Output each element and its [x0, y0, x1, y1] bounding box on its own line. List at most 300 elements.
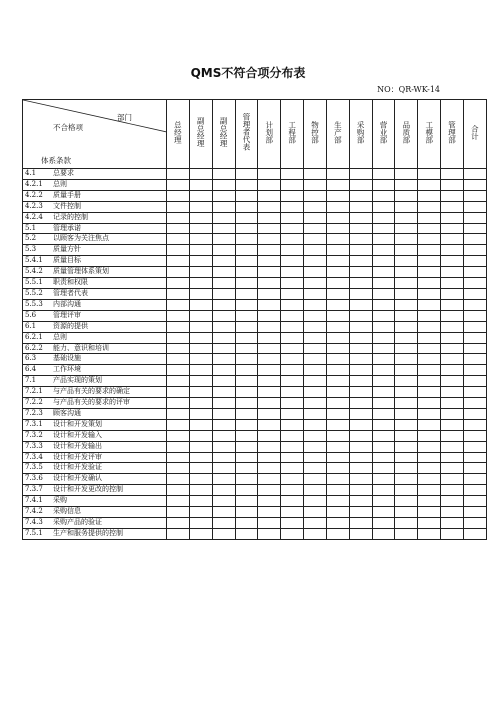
count-cell[interactable]: [281, 452, 304, 463]
count-cell[interactable]: [463, 408, 486, 419]
count-cell[interactable]: [395, 507, 418, 518]
count-cell[interactable]: [349, 190, 372, 201]
count-cell[interactable]: [281, 343, 304, 354]
count-cell[interactable]: [441, 321, 464, 332]
count-cell[interactable]: [418, 256, 441, 267]
count-cell[interactable]: [281, 278, 304, 289]
count-cell[interactable]: [189, 267, 212, 278]
count-cell[interactable]: [189, 474, 212, 485]
count-cell[interactable]: [281, 430, 304, 441]
count-cell[interactable]: [304, 267, 327, 278]
count-cell[interactable]: [281, 387, 304, 398]
count-cell[interactable]: [349, 376, 372, 387]
count-cell[interactable]: [304, 365, 327, 376]
count-cell[interactable]: [212, 474, 235, 485]
count-cell[interactable]: [212, 354, 235, 365]
count-cell[interactable]: [281, 518, 304, 529]
count-cell[interactable]: [167, 463, 190, 474]
count-cell[interactable]: [189, 190, 212, 201]
count-cell[interactable]: [395, 528, 418, 539]
count-cell[interactable]: [372, 452, 395, 463]
count-cell[interactable]: [258, 387, 281, 398]
count-cell[interactable]: [258, 354, 281, 365]
count-cell[interactable]: [395, 256, 418, 267]
count-cell[interactable]: [189, 179, 212, 190]
count-cell[interactable]: [326, 179, 349, 190]
count-cell[interactable]: [349, 267, 372, 278]
count-cell[interactable]: [349, 169, 372, 180]
count-cell[interactable]: [235, 441, 258, 452]
count-cell[interactable]: [349, 474, 372, 485]
count-cell[interactable]: [326, 190, 349, 201]
count-cell[interactable]: [372, 354, 395, 365]
count-cell[interactable]: [395, 354, 418, 365]
count-cell[interactable]: [167, 365, 190, 376]
count-cell[interactable]: [304, 485, 327, 496]
count-cell[interactable]: [395, 310, 418, 321]
count-cell[interactable]: [189, 299, 212, 310]
count-cell[interactable]: [463, 278, 486, 289]
count-cell[interactable]: [258, 474, 281, 485]
count-cell[interactable]: [441, 212, 464, 223]
count-cell[interactable]: [235, 223, 258, 234]
count-cell[interactable]: [372, 430, 395, 441]
count-cell[interactable]: [167, 507, 190, 518]
count-cell[interactable]: [418, 190, 441, 201]
count-cell[interactable]: [304, 452, 327, 463]
count-cell[interactable]: [418, 343, 441, 354]
count-cell[interactable]: [281, 398, 304, 409]
count-cell[interactable]: [463, 441, 486, 452]
count-cell[interactable]: [212, 256, 235, 267]
count-cell[interactable]: [235, 387, 258, 398]
count-cell[interactable]: [281, 256, 304, 267]
count-cell[interactable]: [326, 474, 349, 485]
count-cell[interactable]: [349, 256, 372, 267]
count-cell[interactable]: [212, 190, 235, 201]
count-cell[interactable]: [281, 201, 304, 212]
count-cell[interactable]: [189, 452, 212, 463]
count-cell[interactable]: [304, 474, 327, 485]
count-cell[interactable]: [463, 267, 486, 278]
count-cell[interactable]: [463, 376, 486, 387]
count-cell[interactable]: [281, 245, 304, 256]
count-cell[interactable]: [418, 245, 441, 256]
count-cell[interactable]: [441, 332, 464, 343]
count-cell[interactable]: [418, 354, 441, 365]
count-cell[interactable]: [258, 212, 281, 223]
count-cell[interactable]: [418, 452, 441, 463]
count-cell[interactable]: [258, 496, 281, 507]
count-cell[interactable]: [441, 474, 464, 485]
count-cell[interactable]: [326, 528, 349, 539]
count-cell[interactable]: [167, 430, 190, 441]
count-cell[interactable]: [304, 528, 327, 539]
count-cell[interactable]: [235, 321, 258, 332]
count-cell[interactable]: [463, 310, 486, 321]
count-cell[interactable]: [326, 278, 349, 289]
count-cell[interactable]: [304, 190, 327, 201]
count-cell[interactable]: [395, 332, 418, 343]
count-cell[interactable]: [395, 474, 418, 485]
count-cell[interactable]: [372, 299, 395, 310]
count-cell[interactable]: [463, 223, 486, 234]
count-cell[interactable]: [281, 474, 304, 485]
count-cell[interactable]: [212, 201, 235, 212]
count-cell[interactable]: [349, 463, 372, 474]
count-cell[interactable]: [304, 332, 327, 343]
count-cell[interactable]: [167, 419, 190, 430]
count-cell[interactable]: [304, 310, 327, 321]
count-cell[interactable]: [281, 354, 304, 365]
count-cell[interactable]: [372, 408, 395, 419]
count-cell[interactable]: [258, 223, 281, 234]
count-cell[interactable]: [235, 507, 258, 518]
count-cell[interactable]: [281, 463, 304, 474]
count-cell[interactable]: [258, 332, 281, 343]
count-cell[interactable]: [189, 212, 212, 223]
count-cell[interactable]: [349, 212, 372, 223]
count-cell[interactable]: [212, 179, 235, 190]
count-cell[interactable]: [372, 496, 395, 507]
count-cell[interactable]: [281, 223, 304, 234]
count-cell[interactable]: [281, 212, 304, 223]
count-cell[interactable]: [349, 518, 372, 529]
count-cell[interactable]: [235, 245, 258, 256]
count-cell[interactable]: [463, 387, 486, 398]
count-cell[interactable]: [212, 169, 235, 180]
count-cell[interactable]: [463, 179, 486, 190]
count-cell[interactable]: [212, 332, 235, 343]
count-cell[interactable]: [235, 398, 258, 409]
count-cell[interactable]: [281, 376, 304, 387]
count-cell[interactable]: [212, 223, 235, 234]
count-cell[interactable]: [418, 201, 441, 212]
count-cell[interactable]: [418, 419, 441, 430]
count-cell[interactable]: [235, 463, 258, 474]
count-cell[interactable]: [418, 212, 441, 223]
count-cell[interactable]: [167, 496, 190, 507]
count-cell[interactable]: [304, 234, 327, 245]
count-cell[interactable]: [441, 201, 464, 212]
count-cell[interactable]: [167, 267, 190, 278]
count-cell[interactable]: [258, 430, 281, 441]
count-cell[interactable]: [395, 518, 418, 529]
count-cell[interactable]: [189, 518, 212, 529]
count-cell[interactable]: [189, 398, 212, 409]
count-cell[interactable]: [258, 518, 281, 529]
count-cell[interactable]: [418, 474, 441, 485]
count-cell[interactable]: [258, 179, 281, 190]
count-cell[interactable]: [258, 278, 281, 289]
count-cell[interactable]: [349, 387, 372, 398]
count-cell[interactable]: [326, 245, 349, 256]
count-cell[interactable]: [304, 430, 327, 441]
count-cell[interactable]: [441, 245, 464, 256]
count-cell[interactable]: [372, 310, 395, 321]
count-cell[interactable]: [372, 528, 395, 539]
count-cell[interactable]: [372, 201, 395, 212]
count-cell[interactable]: [372, 212, 395, 223]
count-cell[interactable]: [212, 507, 235, 518]
count-cell[interactable]: [212, 278, 235, 289]
count-cell[interactable]: [167, 245, 190, 256]
count-cell[interactable]: [304, 299, 327, 310]
count-cell[interactable]: [349, 528, 372, 539]
count-cell[interactable]: [349, 408, 372, 419]
count-cell[interactable]: [189, 169, 212, 180]
count-cell[interactable]: [189, 441, 212, 452]
count-cell[interactable]: [372, 278, 395, 289]
count-cell[interactable]: [167, 256, 190, 267]
count-cell[interactable]: [189, 223, 212, 234]
count-cell[interactable]: [258, 299, 281, 310]
count-cell[interactable]: [326, 518, 349, 529]
count-cell[interactable]: [304, 518, 327, 529]
count-cell[interactable]: [167, 452, 190, 463]
count-cell[interactable]: [212, 245, 235, 256]
count-cell[interactable]: [167, 234, 190, 245]
count-cell[interactable]: [235, 485, 258, 496]
count-cell[interactable]: [258, 310, 281, 321]
count-cell[interactable]: [395, 245, 418, 256]
count-cell[interactable]: [326, 365, 349, 376]
count-cell[interactable]: [418, 179, 441, 190]
count-cell[interactable]: [167, 474, 190, 485]
count-cell[interactable]: [326, 452, 349, 463]
count-cell[interactable]: [418, 332, 441, 343]
count-cell[interactable]: [189, 278, 212, 289]
count-cell[interactable]: [189, 507, 212, 518]
count-cell[interactable]: [326, 234, 349, 245]
count-cell[interactable]: [189, 234, 212, 245]
count-cell[interactable]: [349, 354, 372, 365]
count-cell[interactable]: [235, 190, 258, 201]
count-cell[interactable]: [212, 365, 235, 376]
count-cell[interactable]: [418, 528, 441, 539]
count-cell[interactable]: [281, 179, 304, 190]
count-cell[interactable]: [326, 430, 349, 441]
count-cell[interactable]: [167, 223, 190, 234]
count-cell[interactable]: [463, 245, 486, 256]
count-cell[interactable]: [304, 408, 327, 419]
count-cell[interactable]: [167, 398, 190, 409]
count-cell[interactable]: [167, 376, 190, 387]
count-cell[interactable]: [349, 365, 372, 376]
count-cell[interactable]: [395, 179, 418, 190]
count-cell[interactable]: [463, 288, 486, 299]
count-cell[interactable]: [349, 299, 372, 310]
count-cell[interactable]: [212, 299, 235, 310]
count-cell[interactable]: [167, 518, 190, 529]
count-cell[interactable]: [395, 496, 418, 507]
count-cell[interactable]: [395, 376, 418, 387]
count-cell[interactable]: [463, 474, 486, 485]
count-cell[interactable]: [326, 387, 349, 398]
count-cell[interactable]: [167, 310, 190, 321]
count-cell[interactable]: [326, 332, 349, 343]
count-cell[interactable]: [349, 223, 372, 234]
count-cell[interactable]: [281, 496, 304, 507]
count-cell[interactable]: [235, 201, 258, 212]
count-cell[interactable]: [372, 474, 395, 485]
count-cell[interactable]: [212, 376, 235, 387]
count-cell[interactable]: [189, 496, 212, 507]
count-cell[interactable]: [304, 507, 327, 518]
count-cell[interactable]: [235, 310, 258, 321]
count-cell[interactable]: [395, 408, 418, 419]
count-cell[interactable]: [441, 398, 464, 409]
count-cell[interactable]: [326, 496, 349, 507]
count-cell[interactable]: [281, 190, 304, 201]
count-cell[interactable]: [281, 267, 304, 278]
count-cell[interactable]: [189, 310, 212, 321]
count-cell[interactable]: [463, 365, 486, 376]
count-cell[interactable]: [463, 256, 486, 267]
count-cell[interactable]: [235, 343, 258, 354]
count-cell[interactable]: [304, 223, 327, 234]
count-cell[interactable]: [418, 223, 441, 234]
count-cell[interactable]: [395, 278, 418, 289]
count-cell[interactable]: [372, 419, 395, 430]
count-cell[interactable]: [189, 343, 212, 354]
count-cell[interactable]: [463, 507, 486, 518]
count-cell[interactable]: [463, 430, 486, 441]
count-cell[interactable]: [281, 528, 304, 539]
count-cell[interactable]: [167, 190, 190, 201]
count-cell[interactable]: [167, 179, 190, 190]
count-cell[interactable]: [326, 169, 349, 180]
count-cell[interactable]: [418, 387, 441, 398]
count-cell[interactable]: [372, 169, 395, 180]
count-cell[interactable]: [235, 288, 258, 299]
count-cell[interactable]: [258, 463, 281, 474]
count-cell[interactable]: [281, 169, 304, 180]
count-cell[interactable]: [418, 299, 441, 310]
count-cell[interactable]: [441, 299, 464, 310]
count-cell[interactable]: [395, 387, 418, 398]
count-cell[interactable]: [235, 474, 258, 485]
count-cell[interactable]: [326, 376, 349, 387]
count-cell[interactable]: [372, 376, 395, 387]
count-cell[interactable]: [304, 201, 327, 212]
count-cell[interactable]: [326, 201, 349, 212]
count-cell[interactable]: [189, 430, 212, 441]
count-cell[interactable]: [372, 321, 395, 332]
count-cell[interactable]: [372, 223, 395, 234]
count-cell[interactable]: [441, 528, 464, 539]
count-cell[interactable]: [463, 398, 486, 409]
count-cell[interactable]: [235, 299, 258, 310]
count-cell[interactable]: [189, 354, 212, 365]
count-cell[interactable]: [304, 212, 327, 223]
count-cell[interactable]: [212, 485, 235, 496]
count-cell[interactable]: [235, 354, 258, 365]
count-cell[interactable]: [441, 507, 464, 518]
count-cell[interactable]: [349, 441, 372, 452]
count-cell[interactable]: [463, 419, 486, 430]
count-cell[interactable]: [349, 496, 372, 507]
count-cell[interactable]: [326, 212, 349, 223]
count-cell[interactable]: [441, 376, 464, 387]
count-cell[interactable]: [212, 310, 235, 321]
count-cell[interactable]: [281, 507, 304, 518]
count-cell[interactable]: [258, 245, 281, 256]
count-cell[interactable]: [441, 441, 464, 452]
count-cell[interactable]: [441, 179, 464, 190]
count-cell[interactable]: [441, 310, 464, 321]
count-cell[interactable]: [258, 234, 281, 245]
count-cell[interactable]: [418, 463, 441, 474]
count-cell[interactable]: [167, 528, 190, 539]
count-cell[interactable]: [463, 299, 486, 310]
count-cell[interactable]: [372, 463, 395, 474]
count-cell[interactable]: [189, 376, 212, 387]
count-cell[interactable]: [167, 321, 190, 332]
count-cell[interactable]: [463, 452, 486, 463]
count-cell[interactable]: [463, 518, 486, 529]
count-cell[interactable]: [349, 234, 372, 245]
count-cell[interactable]: [235, 278, 258, 289]
count-cell[interactable]: [281, 365, 304, 376]
count-cell[interactable]: [441, 430, 464, 441]
count-cell[interactable]: [304, 376, 327, 387]
count-cell[interactable]: [304, 343, 327, 354]
count-cell[interactable]: [167, 288, 190, 299]
count-cell[interactable]: [212, 518, 235, 529]
count-cell[interactable]: [189, 288, 212, 299]
count-cell[interactable]: [258, 365, 281, 376]
count-cell[interactable]: [349, 245, 372, 256]
count-cell[interactable]: [212, 398, 235, 409]
count-cell[interactable]: [326, 398, 349, 409]
count-cell[interactable]: [395, 398, 418, 409]
count-cell[interactable]: [441, 343, 464, 354]
count-cell[interactable]: [326, 485, 349, 496]
count-cell[interactable]: [167, 408, 190, 419]
count-cell[interactable]: [235, 169, 258, 180]
count-cell[interactable]: [281, 299, 304, 310]
count-cell[interactable]: [349, 485, 372, 496]
count-cell[interactable]: [418, 398, 441, 409]
count-cell[interactable]: [167, 299, 190, 310]
count-cell[interactable]: [212, 452, 235, 463]
count-cell[interactable]: [441, 354, 464, 365]
count-cell[interactable]: [212, 212, 235, 223]
count-cell[interactable]: [258, 190, 281, 201]
count-cell[interactable]: [441, 518, 464, 529]
count-cell[interactable]: [258, 201, 281, 212]
count-cell[interactable]: [418, 310, 441, 321]
count-cell[interactable]: [326, 267, 349, 278]
count-cell[interactable]: [189, 256, 212, 267]
count-cell[interactable]: [349, 332, 372, 343]
count-cell[interactable]: [212, 321, 235, 332]
count-cell[interactable]: [189, 332, 212, 343]
count-cell[interactable]: [349, 452, 372, 463]
count-cell[interactable]: [372, 387, 395, 398]
count-cell[interactable]: [167, 201, 190, 212]
count-cell[interactable]: [349, 507, 372, 518]
count-cell[interactable]: [189, 321, 212, 332]
count-cell[interactable]: [395, 299, 418, 310]
count-cell[interactable]: [212, 430, 235, 441]
count-cell[interactable]: [349, 430, 372, 441]
count-cell[interactable]: [372, 332, 395, 343]
count-cell[interactable]: [418, 267, 441, 278]
count-cell[interactable]: [326, 408, 349, 419]
count-cell[interactable]: [304, 419, 327, 430]
